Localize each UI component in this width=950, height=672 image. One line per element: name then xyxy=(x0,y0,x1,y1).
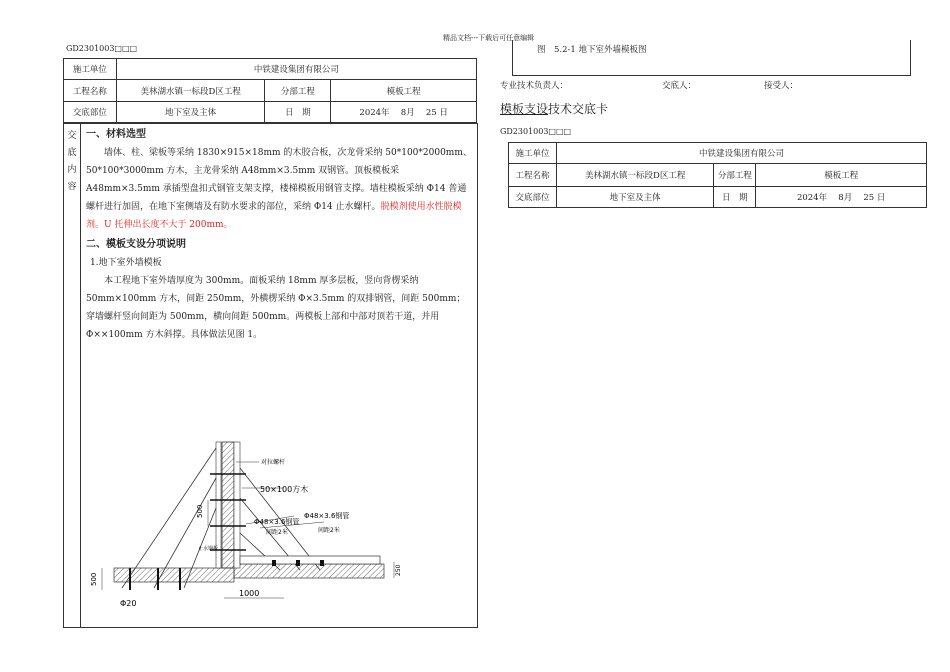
header-note: 精品文档---下载后可任意编辑 xyxy=(443,34,535,42)
dim-250: 250 xyxy=(395,564,402,576)
sub1-paragraph: 本工程地下室外墙厚度为 300mm。面板采纳 18mm 厚多层板，竖向背楞采纳 50mm×100mm 方木，间距 250mm，外横楞采纳 Φ×3.5mm 的双排钢管，间距 500mm；穿墙螺杆竖向间距为 500mm，横向间距 500mm。两模板上部和中部对顶若干道，并用 Φ××100mm 方木斜撑。具体做法见图 1。 xyxy=(86,276,466,340)
floor-slab-hatch xyxy=(234,564,384,578)
sub-project-value: 模板工程 xyxy=(331,80,477,102)
info-table-left xyxy=(63,58,477,123)
section1-red-note: 脱模剂使用水性脱模剂。U 托伸出长度不大于 200mm。 xyxy=(86,202,462,230)
wall-panel xyxy=(234,442,240,568)
content-text xyxy=(86,126,472,344)
date-value: 2024年 8月 25 日 xyxy=(331,102,477,123)
side-label: 交 底 内 容 xyxy=(67,131,77,192)
dimension-lines xyxy=(102,500,394,598)
section1-paragraph: 墙体、柱、梁板等采纳 1830×915×18mm 的木胶合板，次龙骨采纳 50*100*2000mm、50*100*3000mm 方木，主龙骨采纳 A48mm×3.5mm 双钢管。顶板模板采 A48mm×3.5mm 承插型盘扣式钢管支架支撑，楼梯模板用钢管支撑。墙柱模板采纳 Φ14 普通螺杆进行加固，在地下室侧墙及有防水要求的部位，采纳 Φ14 止水螺杆。脱模剂使用水性脱模剂。U 托伸出长度不大于 200mm。 xyxy=(86,148,472,230)
construction-unit-label: 施工单位 xyxy=(509,143,557,164)
construction-unit-label: 施工单位 xyxy=(64,59,117,80)
sign-receiver: 接受人： xyxy=(764,81,799,91)
dim-500-b: 500 xyxy=(90,572,98,586)
sub-project-label: 分部工程 xyxy=(714,164,756,187)
date-label: 日 期 xyxy=(265,102,331,123)
handover-part-value: 地下室及主体 xyxy=(556,187,714,208)
project-name-label: 工程名称 xyxy=(64,80,117,102)
ground-hatch-left xyxy=(114,568,234,582)
doc-code-left: GD2301003□□□ xyxy=(66,44,138,53)
dim-1000: 1000 xyxy=(239,589,260,598)
sub-project-label: 分部工程 xyxy=(265,80,331,102)
handover-part-value: 地下室及主体 xyxy=(116,102,265,123)
sub-project-value: 模板工程 xyxy=(756,164,927,187)
side-divider xyxy=(80,123,81,627)
info-table-right xyxy=(508,142,927,208)
label-timber: 50×100方木 xyxy=(260,485,309,494)
label-water-stop: 止水钢板 xyxy=(198,546,219,552)
figure-caption: 图 5.2-1 地下室外墙模板图 xyxy=(537,45,647,55)
label-spacing-1: 间距2米 xyxy=(266,529,288,536)
date-label: 日 期 xyxy=(714,187,756,208)
label-spacing-2: 间距2米 xyxy=(318,527,340,534)
wall-formwork-drawing xyxy=(84,438,414,618)
slab-formwork xyxy=(240,556,380,564)
section2-title: 二、模板支设分项说明 xyxy=(86,239,186,250)
card-title-rest: 技术交底卡 xyxy=(548,102,609,116)
handover-part-label: 交底部位 xyxy=(64,102,117,123)
project-name-label: 工程名称 xyxy=(509,164,557,187)
handover-part-label: 交底部位 xyxy=(509,187,557,208)
dim-phi20: Φ20 xyxy=(120,599,137,608)
label-tie-bolt: 对拉螺杆 xyxy=(261,459,286,466)
label-pipe-1: Φ48×3.6钢管 xyxy=(254,518,300,526)
doc-code-right: GD2301003□□□ xyxy=(500,127,572,136)
date-value: 2024年 8月 25 日 xyxy=(756,187,927,208)
figure-caption-box xyxy=(512,40,911,76)
card-title xyxy=(500,100,608,117)
construction-unit-value: 中铁建设集团有限公司 xyxy=(556,143,926,164)
sign-handover: 交底人： xyxy=(662,81,697,91)
sub1-title: 1.地下室外墙模板 xyxy=(90,258,162,268)
project-name-value: 美林湖水镇一标段D区工程 xyxy=(556,164,714,187)
dim-500-a: 500 xyxy=(196,504,204,518)
wall-section xyxy=(222,442,234,568)
project-name-value: 美林湖水镇一标段D区工程 xyxy=(116,80,265,102)
section1-title: 一、材料选型 xyxy=(86,129,146,140)
label-pipe-2: Φ48×3.6钢管 xyxy=(304,512,350,520)
construction-unit-value: 中铁建设集团有限公司 xyxy=(116,59,476,80)
sign-tech-lead: 专业技术负责人： xyxy=(500,81,569,91)
card-title-underlined: 模板支设 xyxy=(500,102,549,116)
